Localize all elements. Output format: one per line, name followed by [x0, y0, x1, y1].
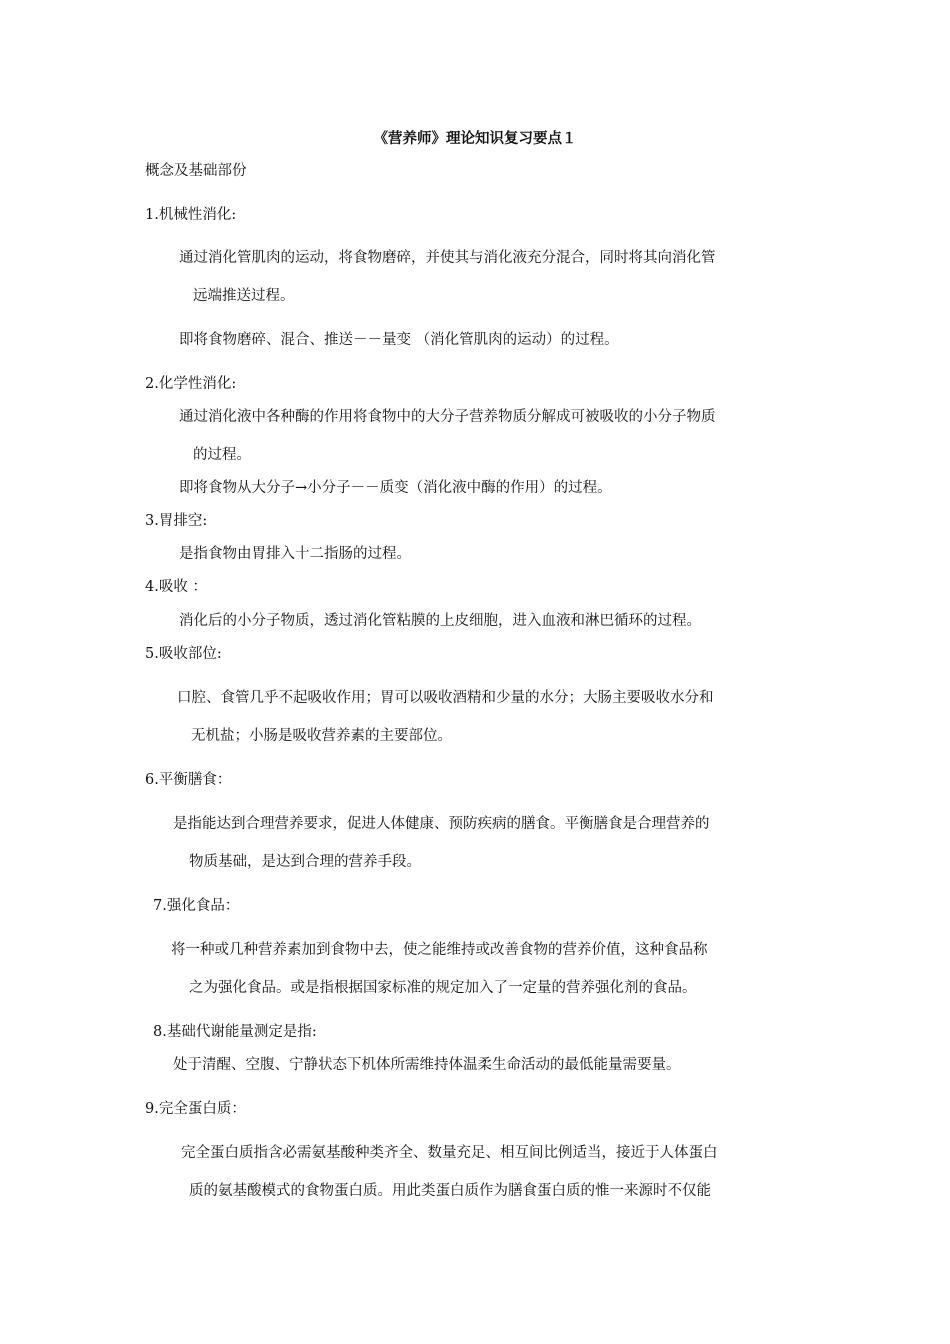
item-1-text: 通过消化管肌肉的运动，将食物磨碎，并使其与消化液充分混合，同时将其向消化管	[179, 250, 716, 266]
item-8-heading: 8.基础代谢能量测定是指:	[153, 1024, 317, 1040]
item-2-text: 的过程。	[193, 447, 251, 463]
item-6-heading: 6.平衡膳食：	[145, 772, 232, 788]
item-4-heading: 4.吸收 ：	[145, 579, 207, 595]
item-5-text: 口腔、食管几乎不起吸收作用；胃可以吸收酒精和少量的水分；大肠主要吸收水分和	[177, 690, 714, 706]
item-9-text: 质的氨基酸模式的食物蛋白质。用此类蛋白质作为膳食蛋白质的惟一来源时不仅能	[189, 1183, 711, 1199]
item-9-heading: 9.完全蛋白质：	[145, 1101, 246, 1117]
item-2-heading: 2.化学性消化:	[145, 376, 237, 392]
item-7-text: 之为强化食品。或是指根据国家标准的规定加入了一定量的营养强化剂的食品。	[189, 980, 697, 996]
page-title: 《营养师》理论知识复习要点１	[373, 130, 577, 147]
item-4-text: 消化后的小分子物质，透过消化管粘膜的上皮细胞，进入血液和淋巴循环的过程。	[179, 613, 701, 629]
item-9-text: 完全蛋白质指含必需氨基酸种类齐全、数量充足、相互间比例适当，接近于人体蛋白	[181, 1145, 718, 1161]
item-5-text: 无机盐；小肠是吸收营养素的主要部位。	[191, 728, 452, 744]
item-7-heading: 7.强化食品：	[153, 898, 240, 914]
item-6-text: 物质基础，是达到合理的营养手段。	[189, 854, 421, 870]
item-1-text: 远端推送过程。	[193, 288, 295, 304]
section-heading: 概念及基础部份	[145, 163, 247, 179]
item-5-heading: 5.吸收部位:	[145, 646, 222, 662]
item-3-text: 是指食物由胃排入十二指肠的过程。	[179, 546, 411, 562]
item-2-text: 通过消化液中各种酶的作用将食物中的大分子营养物质分解成可被吸收的小分子物质	[179, 409, 716, 425]
item-1-text: 即将食物磨碎、混合、推送－－量变 （消化管肌肉的运动）的过程。	[179, 332, 619, 348]
item-2-text: 即将食物从大分子→小分子－－质变（消化液中酶的作用）的过程。	[179, 480, 612, 496]
item-6-text: 是指能达到合理营养要求，促进人体健康、预防疾病的膳食。平衡膳食是合理营养的	[173, 816, 710, 832]
item-8-text: 处于清醒、空腹、宁静状态下机体所需维持体温柔生命活动的最低能量需要量。	[173, 1057, 681, 1073]
item-3-heading: 3.胃排空:	[145, 513, 208, 529]
item-7-text: 将一种或几种营养素加到食物中去，使之能维持或改善食物的营养价值，这种食品称	[171, 942, 708, 958]
item-1-heading: 1.机械性消化:	[145, 207, 237, 223]
